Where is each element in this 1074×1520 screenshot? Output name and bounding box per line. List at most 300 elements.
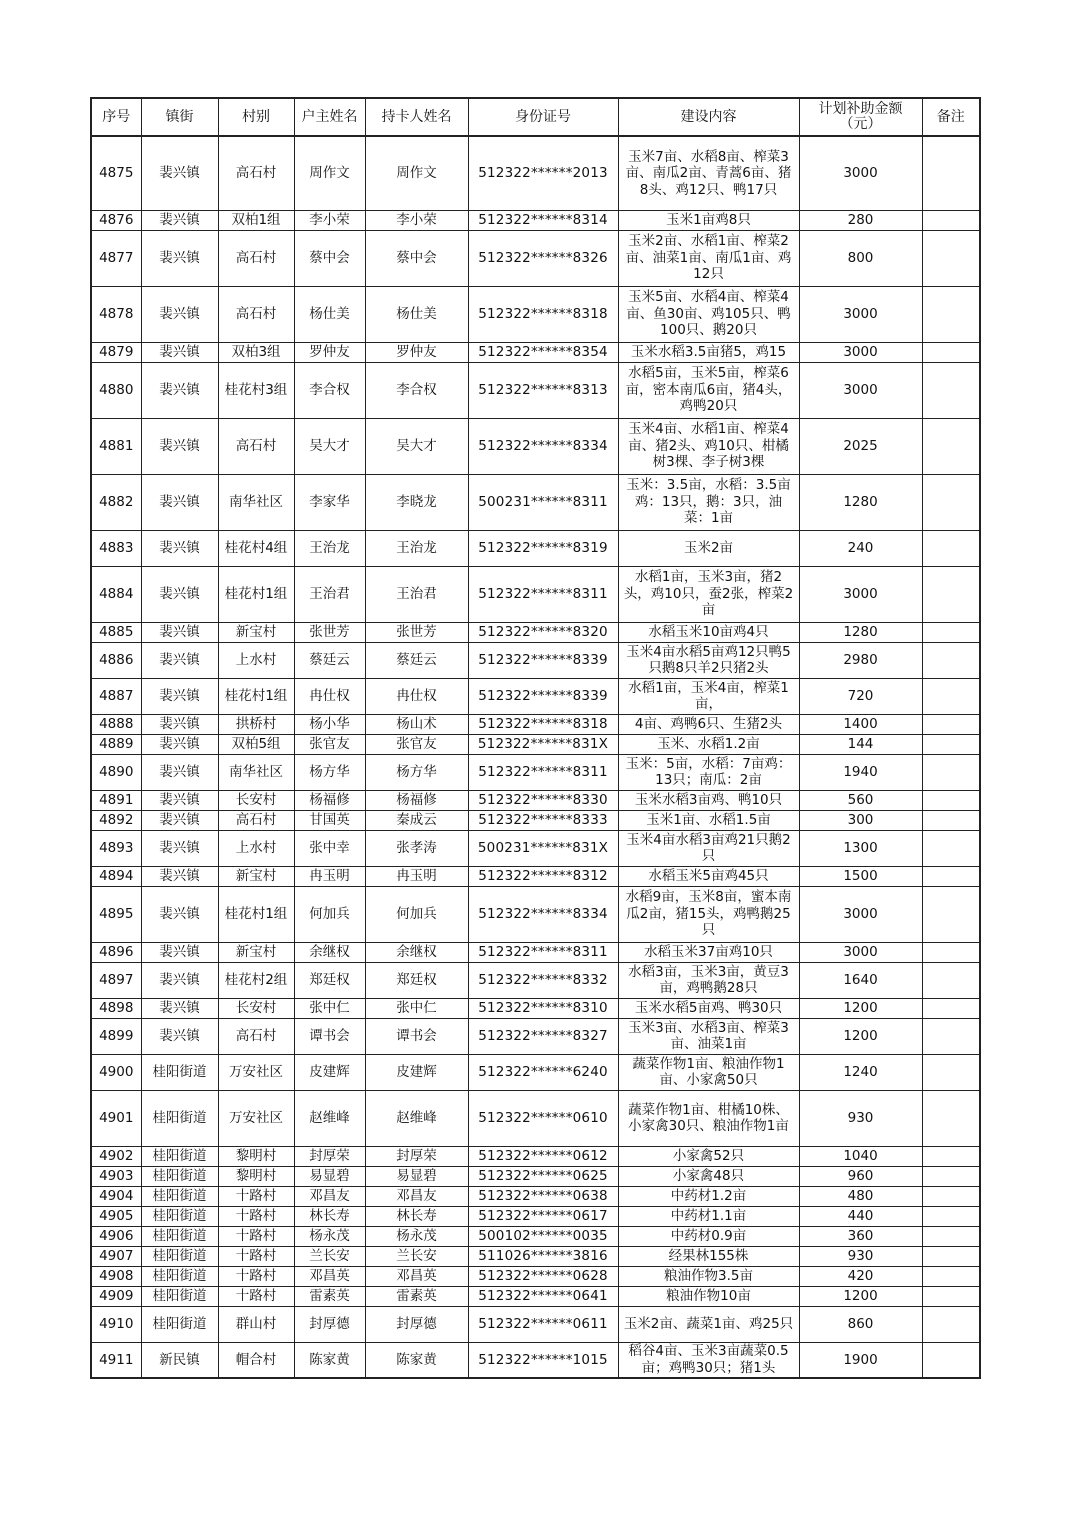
table-row bbox=[91, 1166, 980, 1186]
table-row bbox=[91, 886, 980, 942]
cell-village: 十路村 bbox=[218, 1246, 294, 1266]
table-row bbox=[91, 830, 980, 866]
table-row bbox=[91, 1246, 980, 1266]
cell-id-number: 511026******3816 bbox=[468, 1246, 618, 1266]
table-row bbox=[91, 286, 980, 342]
cell-id-number: 500102******0035 bbox=[468, 1226, 618, 1246]
cell-seq: 4889 bbox=[91, 734, 141, 754]
cell-village: 高石村 bbox=[218, 418, 294, 474]
cell-id-number: 512322******8332 bbox=[468, 962, 618, 998]
cell-construction: 经果林155株 bbox=[618, 1246, 799, 1266]
cell-subsidy-amount: 480 bbox=[799, 1186, 922, 1206]
cell-town: 桂阳街道 bbox=[141, 1146, 218, 1166]
cell-householder: 赵维峰 bbox=[294, 1090, 365, 1146]
cell-id-number: 500231******8311 bbox=[468, 474, 618, 530]
cell-seq: 4908 bbox=[91, 1266, 141, 1286]
cell-id-number: 512322******8333 bbox=[468, 810, 618, 830]
cell-seq: 4886 bbox=[91, 642, 141, 678]
cell-remarks bbox=[922, 962, 980, 998]
cell-town: 桂阳街道 bbox=[141, 1226, 218, 1246]
table-row bbox=[91, 1226, 980, 1246]
cell-cardholder: 张官友 bbox=[365, 734, 468, 754]
cell-town: 裴兴镇 bbox=[141, 342, 218, 362]
cell-householder: 兰长安 bbox=[294, 1246, 365, 1266]
cell-construction: 玉米：5亩，水稻：7亩鸡：13只；南瓜：2亩 bbox=[618, 754, 799, 790]
table-row bbox=[91, 1054, 980, 1090]
cell-cardholder: 何加兵 bbox=[365, 886, 468, 942]
cell-id-number: 512322******0611 bbox=[468, 1306, 618, 1342]
cell-id-number: 512322******0641 bbox=[468, 1286, 618, 1306]
table-row bbox=[91, 942, 980, 962]
cell-village: 桂花村1组 bbox=[218, 566, 294, 622]
cell-remarks bbox=[922, 1306, 980, 1342]
cell-cardholder: 封厚荣 bbox=[365, 1146, 468, 1166]
cell-id-number: 512322******8354 bbox=[468, 342, 618, 362]
cell-subsidy-amount: 420 bbox=[799, 1266, 922, 1286]
header-remarks: 备注 bbox=[922, 98, 980, 136]
cell-seq: 4891 bbox=[91, 790, 141, 810]
cell-cardholder: 易显碧 bbox=[365, 1166, 468, 1186]
cell-subsidy-amount: 360 bbox=[799, 1226, 922, 1246]
cell-village: 上水村 bbox=[218, 642, 294, 678]
cell-householder: 周作文 bbox=[294, 136, 365, 210]
cell-construction: 玉米水稻3亩鸡、鸭10只 bbox=[618, 790, 799, 810]
cell-construction: 中药材1.2亩 bbox=[618, 1186, 799, 1206]
cell-seq: 4905 bbox=[91, 1206, 141, 1226]
table-row bbox=[91, 1342, 980, 1378]
header-seq: 序号 bbox=[91, 98, 141, 136]
cell-village: 高石村 bbox=[218, 286, 294, 342]
table-row bbox=[91, 714, 980, 734]
cell-subsidy-amount: 3000 bbox=[799, 362, 922, 418]
cell-town: 裴兴镇 bbox=[141, 530, 218, 566]
cell-subsidy-amount: 3000 bbox=[799, 286, 922, 342]
cell-cardholder: 王治龙 bbox=[365, 530, 468, 566]
cell-id-number: 512322******0617 bbox=[468, 1206, 618, 1226]
table-row bbox=[91, 210, 980, 230]
cell-seq: 4906 bbox=[91, 1226, 141, 1246]
cell-construction: 水稻3亩，玉米3亩，黄豆3亩，鸡鸭鹅28只 bbox=[618, 962, 799, 998]
cell-remarks bbox=[922, 1206, 980, 1226]
cell-cardholder: 周作文 bbox=[365, 136, 468, 210]
cell-householder: 王治君 bbox=[294, 566, 365, 622]
cell-id-number: 512322******8334 bbox=[468, 418, 618, 474]
cell-id-number: 500231******831X bbox=[468, 830, 618, 866]
cell-householder: 易显碧 bbox=[294, 1166, 365, 1186]
table-row bbox=[91, 734, 980, 754]
cell-householder: 李合权 bbox=[294, 362, 365, 418]
cell-town: 裴兴镇 bbox=[141, 942, 218, 962]
header-row bbox=[91, 98, 980, 136]
cell-remarks bbox=[922, 566, 980, 622]
table-row bbox=[91, 962, 980, 998]
cell-householder: 何加兵 bbox=[294, 886, 365, 942]
cell-householder: 林长寿 bbox=[294, 1206, 365, 1226]
cell-subsidy-amount: 1640 bbox=[799, 962, 922, 998]
cell-householder: 邓昌友 bbox=[294, 1186, 365, 1206]
cell-id-number: 512322******8313 bbox=[468, 362, 618, 418]
cell-id-number: 512322******8330 bbox=[468, 790, 618, 810]
cell-householder: 罗仲友 bbox=[294, 342, 365, 362]
cell-remarks bbox=[922, 418, 980, 474]
cell-village: 上水村 bbox=[218, 830, 294, 866]
cell-subsidy-amount: 3000 bbox=[799, 886, 922, 942]
table-row bbox=[91, 474, 980, 530]
cell-remarks bbox=[922, 1166, 980, 1186]
cell-subsidy-amount: 1200 bbox=[799, 998, 922, 1018]
cell-id-number: 512322******8318 bbox=[468, 286, 618, 342]
cell-construction: 玉米：3.5亩，水稻：3.5亩鸡：13只，鹅：3只，油菜：1亩 bbox=[618, 474, 799, 530]
cell-village: 新宝村 bbox=[218, 622, 294, 642]
cell-cardholder: 蔡廷云 bbox=[365, 642, 468, 678]
cell-remarks bbox=[922, 734, 980, 754]
table-row bbox=[91, 362, 980, 418]
cell-subsidy-amount: 1280 bbox=[799, 474, 922, 530]
cell-town: 裴兴镇 bbox=[141, 622, 218, 642]
cell-cardholder: 蔡中会 bbox=[365, 230, 468, 286]
cell-remarks bbox=[922, 754, 980, 790]
cell-householder: 雷素英 bbox=[294, 1286, 365, 1306]
cell-cardholder: 李晓龙 bbox=[365, 474, 468, 530]
cell-construction: 玉米1亩鸡8只 bbox=[618, 210, 799, 230]
cell-seq: 4909 bbox=[91, 1286, 141, 1306]
cell-householder: 蔡中会 bbox=[294, 230, 365, 286]
cell-seq: 4888 bbox=[91, 714, 141, 734]
cell-householder: 陈家黄 bbox=[294, 1342, 365, 1378]
header-subsidy-amount: 计划补助金额（元） bbox=[799, 98, 922, 136]
cell-remarks bbox=[922, 210, 980, 230]
cell-subsidy-amount: 2980 bbox=[799, 642, 922, 678]
cell-town: 裴兴镇 bbox=[141, 866, 218, 886]
cell-subsidy-amount: 1040 bbox=[799, 1146, 922, 1166]
cell-town: 裴兴镇 bbox=[141, 566, 218, 622]
cell-id-number: 512322******8311 bbox=[468, 754, 618, 790]
cell-town: 裴兴镇 bbox=[141, 362, 218, 418]
cell-seq: 4895 bbox=[91, 886, 141, 942]
cell-seq: 4899 bbox=[91, 1018, 141, 1054]
cell-subsidy-amount: 440 bbox=[799, 1206, 922, 1226]
cell-remarks bbox=[922, 790, 980, 810]
cell-householder: 冉玉明 bbox=[294, 866, 365, 886]
cell-subsidy-amount: 1940 bbox=[799, 754, 922, 790]
cell-householder: 杨小华 bbox=[294, 714, 365, 734]
cell-cardholder: 张孝涛 bbox=[365, 830, 468, 866]
cell-subsidy-amount: 1240 bbox=[799, 1054, 922, 1090]
cell-householder: 李家华 bbox=[294, 474, 365, 530]
table-row bbox=[91, 530, 980, 566]
cell-id-number: 512322******0638 bbox=[468, 1186, 618, 1206]
cell-town: 裴兴镇 bbox=[141, 714, 218, 734]
cell-village: 十路村 bbox=[218, 1206, 294, 1226]
cell-id-number: 512322******8339 bbox=[468, 678, 618, 714]
table-row bbox=[91, 1306, 980, 1342]
cell-village: 拱桥村 bbox=[218, 714, 294, 734]
cell-cardholder: 罗仲友 bbox=[365, 342, 468, 362]
cell-construction: 水稻9亩，玉米8亩，蜜本南瓜2亩，猪15头，鸡鸭鹅25只 bbox=[618, 886, 799, 942]
cell-seq: 4903 bbox=[91, 1166, 141, 1186]
cell-remarks bbox=[922, 886, 980, 942]
cell-remarks bbox=[922, 810, 980, 830]
cell-remarks bbox=[922, 1286, 980, 1306]
cell-remarks bbox=[922, 678, 980, 714]
cell-id-number: 512322******8311 bbox=[468, 942, 618, 962]
cell-village: 南华社区 bbox=[218, 474, 294, 530]
cell-remarks bbox=[922, 998, 980, 1018]
cell-construction: 玉米1亩、水稻1.5亩 bbox=[618, 810, 799, 830]
cell-remarks bbox=[922, 642, 980, 678]
header-id-number: 身份证号 bbox=[468, 98, 618, 136]
cell-householder: 邓昌英 bbox=[294, 1266, 365, 1286]
cell-id-number: 512322******0625 bbox=[468, 1166, 618, 1186]
cell-town: 裴兴镇 bbox=[141, 962, 218, 998]
table-row bbox=[91, 1266, 980, 1286]
cell-town: 裴兴镇 bbox=[141, 810, 218, 830]
cell-cardholder: 皮建辉 bbox=[365, 1054, 468, 1090]
cell-subsidy-amount: 1300 bbox=[799, 830, 922, 866]
cell-remarks bbox=[922, 1146, 980, 1166]
cell-seq: 4875 bbox=[91, 136, 141, 210]
cell-subsidy-amount: 930 bbox=[799, 1090, 922, 1146]
header-householder: 户主姓名 bbox=[294, 98, 365, 136]
cell-construction: 玉米4亩水稻5亩鸡12只鸭5只鹅8只羊2只猪2头 bbox=[618, 642, 799, 678]
cell-town: 裴兴镇 bbox=[141, 418, 218, 474]
cell-householder: 杨福修 bbox=[294, 790, 365, 810]
cell-town: 桂阳街道 bbox=[141, 1266, 218, 1286]
cell-subsidy-amount: 1400 bbox=[799, 714, 922, 734]
table-row bbox=[91, 622, 980, 642]
table-body bbox=[91, 136, 980, 1378]
cell-construction: 粮油作物10亩 bbox=[618, 1286, 799, 1306]
cell-seq: 4904 bbox=[91, 1186, 141, 1206]
cell-cardholder: 杨永茂 bbox=[365, 1226, 468, 1246]
cell-construction: 玉米3亩、水稻3亩、榨菜3亩、油菜1亩 bbox=[618, 1018, 799, 1054]
cell-seq: 4876 bbox=[91, 210, 141, 230]
cell-id-number: 512322******6240 bbox=[468, 1054, 618, 1090]
cell-seq: 4893 bbox=[91, 830, 141, 866]
cell-id-number: 512322******8326 bbox=[468, 230, 618, 286]
cell-cardholder: 林长寿 bbox=[365, 1206, 468, 1226]
cell-construction: 中药材0.9亩 bbox=[618, 1226, 799, 1246]
cell-seq: 4885 bbox=[91, 622, 141, 642]
cell-householder: 杨方华 bbox=[294, 754, 365, 790]
cell-householder: 张官友 bbox=[294, 734, 365, 754]
cell-construction: 玉米7亩、水稻8亩、榨菜3亩、南瓜2亩、青蒿6亩、猪8头、鸡12只、鸭17只 bbox=[618, 136, 799, 210]
cell-village: 桂花村2组 bbox=[218, 962, 294, 998]
table-row bbox=[91, 790, 980, 810]
cell-town: 裴兴镇 bbox=[141, 790, 218, 810]
table-row bbox=[91, 1146, 980, 1166]
cell-householder: 皮建辉 bbox=[294, 1054, 365, 1090]
cell-town: 裴兴镇 bbox=[141, 286, 218, 342]
cell-seq: 4884 bbox=[91, 566, 141, 622]
cell-construction: 玉米2亩、水稻1亩、榨菜2亩、油菜1亩、南瓜1亩、鸡12只 bbox=[618, 230, 799, 286]
cell-householder: 张中幸 bbox=[294, 830, 365, 866]
cell-construction: 玉米水稻3.5亩猪5，鸡15 bbox=[618, 342, 799, 362]
cell-village: 双柏1组 bbox=[218, 210, 294, 230]
table-row bbox=[91, 866, 980, 886]
cell-village: 万安社区 bbox=[218, 1090, 294, 1146]
cell-remarks bbox=[922, 1342, 980, 1378]
cell-construction: 玉米2亩 bbox=[618, 530, 799, 566]
cell-seq: 4879 bbox=[91, 342, 141, 362]
cell-remarks bbox=[922, 362, 980, 418]
cell-town: 裴兴镇 bbox=[141, 210, 218, 230]
cell-remarks bbox=[922, 1090, 980, 1146]
cell-town: 裴兴镇 bbox=[141, 886, 218, 942]
cell-village: 高石村 bbox=[218, 810, 294, 830]
cell-town: 裴兴镇 bbox=[141, 1018, 218, 1054]
cell-seq: 4883 bbox=[91, 530, 141, 566]
cell-householder: 甘国英 bbox=[294, 810, 365, 830]
cell-householder: 封厚荣 bbox=[294, 1146, 365, 1166]
cell-subsidy-amount: 720 bbox=[799, 678, 922, 714]
cell-town: 裴兴镇 bbox=[141, 998, 218, 1018]
cell-construction: 粮油作物3.5亩 bbox=[618, 1266, 799, 1286]
header-village: 村别 bbox=[218, 98, 294, 136]
cell-id-number: 512322******1015 bbox=[468, 1342, 618, 1378]
cell-subsidy-amount: 240 bbox=[799, 530, 922, 566]
cell-remarks bbox=[922, 136, 980, 210]
cell-village: 长安村 bbox=[218, 998, 294, 1018]
cell-seq: 4892 bbox=[91, 810, 141, 830]
cell-village: 桂花村3组 bbox=[218, 362, 294, 418]
table-row bbox=[91, 566, 980, 622]
table-row bbox=[91, 136, 980, 210]
cell-remarks bbox=[922, 622, 980, 642]
cell-construction: 蔬菜作物1亩、粮油作物1亩、小家禽50只 bbox=[618, 1054, 799, 1090]
cell-cardholder: 封厚德 bbox=[365, 1306, 468, 1342]
cell-construction: 水稻玉米5亩鸡45只 bbox=[618, 866, 799, 886]
cell-construction: 玉米水稻5亩鸡、鸭30只 bbox=[618, 998, 799, 1018]
cell-subsidy-amount: 960 bbox=[799, 1166, 922, 1186]
table-row bbox=[91, 998, 980, 1018]
cell-cardholder: 邓昌友 bbox=[365, 1186, 468, 1206]
cell-subsidy-amount: 144 bbox=[799, 734, 922, 754]
cell-subsidy-amount: 1280 bbox=[799, 622, 922, 642]
cell-cardholder: 雷素英 bbox=[365, 1286, 468, 1306]
cell-village: 群山村 bbox=[218, 1306, 294, 1342]
cell-seq: 4898 bbox=[91, 998, 141, 1018]
cell-remarks bbox=[922, 1266, 980, 1286]
cell-seq: 4882 bbox=[91, 474, 141, 530]
cell-village: 黎明村 bbox=[218, 1146, 294, 1166]
cell-householder: 杨永茂 bbox=[294, 1226, 365, 1246]
cell-cardholder: 赵维峰 bbox=[365, 1090, 468, 1146]
cell-cardholder: 陈家黄 bbox=[365, 1342, 468, 1378]
cell-id-number: 512322******8320 bbox=[468, 622, 618, 642]
cell-village: 十路村 bbox=[218, 1226, 294, 1246]
cell-remarks bbox=[922, 942, 980, 962]
cell-cardholder: 冉玉明 bbox=[365, 866, 468, 886]
cell-remarks bbox=[922, 1226, 980, 1246]
cell-village: 万安社区 bbox=[218, 1054, 294, 1090]
cell-householder: 冉仕权 bbox=[294, 678, 365, 714]
cell-id-number: 512322******2013 bbox=[468, 136, 618, 210]
cell-construction: 水稻玉米10亩鸡4只 bbox=[618, 622, 799, 642]
cell-village: 长安村 bbox=[218, 790, 294, 810]
cell-cardholder: 张中仁 bbox=[365, 998, 468, 1018]
table-row bbox=[91, 1286, 980, 1306]
cell-householder: 余继权 bbox=[294, 942, 365, 962]
cell-cardholder: 余继权 bbox=[365, 942, 468, 962]
cell-cardholder: 李合权 bbox=[365, 362, 468, 418]
header-town: 镇街 bbox=[141, 98, 218, 136]
cell-construction: 玉米、水稻1.2亩 bbox=[618, 734, 799, 754]
cell-cardholder: 秦成云 bbox=[365, 810, 468, 830]
cell-village: 新宝村 bbox=[218, 866, 294, 886]
cell-town: 裴兴镇 bbox=[141, 830, 218, 866]
cell-subsidy-amount: 1200 bbox=[799, 1018, 922, 1054]
cell-cardholder: 杨仕美 bbox=[365, 286, 468, 342]
table-row bbox=[91, 1186, 980, 1206]
cell-village: 高石村 bbox=[218, 230, 294, 286]
cell-town: 裴兴镇 bbox=[141, 734, 218, 754]
cell-subsidy-amount: 560 bbox=[799, 790, 922, 810]
cell-subsidy-amount: 1500 bbox=[799, 866, 922, 886]
cell-town: 桂阳街道 bbox=[141, 1246, 218, 1266]
cell-cardholder: 谭书会 bbox=[365, 1018, 468, 1054]
cell-id-number: 512322******8312 bbox=[468, 866, 618, 886]
cell-id-number: 512322******8319 bbox=[468, 530, 618, 566]
cell-remarks bbox=[922, 714, 980, 734]
cell-construction: 玉米4亩、水稻1亩、榨菜4亩、猪2头、鸡10只、柑橘树3棵、李子树3棵 bbox=[618, 418, 799, 474]
cell-construction: 水稻1亩，玉米3亩，猪2头，鸡10只，蚕2张，榨菜2亩 bbox=[618, 566, 799, 622]
cell-householder: 张中仁 bbox=[294, 998, 365, 1018]
cell-seq: 4878 bbox=[91, 286, 141, 342]
cell-remarks bbox=[922, 1186, 980, 1206]
cell-householder: 张世芳 bbox=[294, 622, 365, 642]
cell-seq: 4911 bbox=[91, 1342, 141, 1378]
cell-subsidy-amount: 3000 bbox=[799, 342, 922, 362]
cell-seq: 4902 bbox=[91, 1146, 141, 1166]
cell-subsidy-amount: 3000 bbox=[799, 566, 922, 622]
cell-town: 裴兴镇 bbox=[141, 136, 218, 210]
cell-seq: 4907 bbox=[91, 1246, 141, 1266]
cell-subsidy-amount: 3000 bbox=[799, 942, 922, 962]
cell-cardholder: 杨方华 bbox=[365, 754, 468, 790]
cell-seq: 4900 bbox=[91, 1054, 141, 1090]
cell-householder: 谭书会 bbox=[294, 1018, 365, 1054]
cell-construction: 玉米2亩、蔬菜1亩、鸡25只 bbox=[618, 1306, 799, 1342]
table-row bbox=[91, 1018, 980, 1054]
cell-village: 十路村 bbox=[218, 1286, 294, 1306]
cell-town: 桂阳街道 bbox=[141, 1206, 218, 1226]
cell-seq: 4887 bbox=[91, 678, 141, 714]
cell-id-number: 512322******8311 bbox=[468, 566, 618, 622]
cell-town: 桂阳街道 bbox=[141, 1306, 218, 1342]
cell-town: 新民镇 bbox=[141, 1342, 218, 1378]
cell-cardholder: 杨福修 bbox=[365, 790, 468, 810]
cell-cardholder: 张世芳 bbox=[365, 622, 468, 642]
cell-village: 黎明村 bbox=[218, 1166, 294, 1186]
cell-construction: 小家禽52只 bbox=[618, 1146, 799, 1166]
cell-remarks bbox=[922, 866, 980, 886]
cell-seq: 4877 bbox=[91, 230, 141, 286]
cell-village: 帽合村 bbox=[218, 1342, 294, 1378]
cell-remarks bbox=[922, 1018, 980, 1054]
table-row bbox=[91, 418, 980, 474]
cell-town: 裴兴镇 bbox=[141, 678, 218, 714]
cell-village: 双柏3组 bbox=[218, 342, 294, 362]
table-row bbox=[91, 678, 980, 714]
cell-construction: 水稻5亩，玉米5亩，榨菜6亩，密本南瓜6亩，猪4头，鸡鸭20只 bbox=[618, 362, 799, 418]
cell-id-number: 512322******0628 bbox=[468, 1266, 618, 1286]
cell-construction: 中药材1.1亩 bbox=[618, 1206, 799, 1226]
cell-construction: 水稻玉米37亩鸡10只 bbox=[618, 942, 799, 962]
cell-construction: 水稻1亩，玉米4亩，榨菜1亩， bbox=[618, 678, 799, 714]
header-construction: 建设内容 bbox=[618, 98, 799, 136]
cell-village: 双柏5组 bbox=[218, 734, 294, 754]
